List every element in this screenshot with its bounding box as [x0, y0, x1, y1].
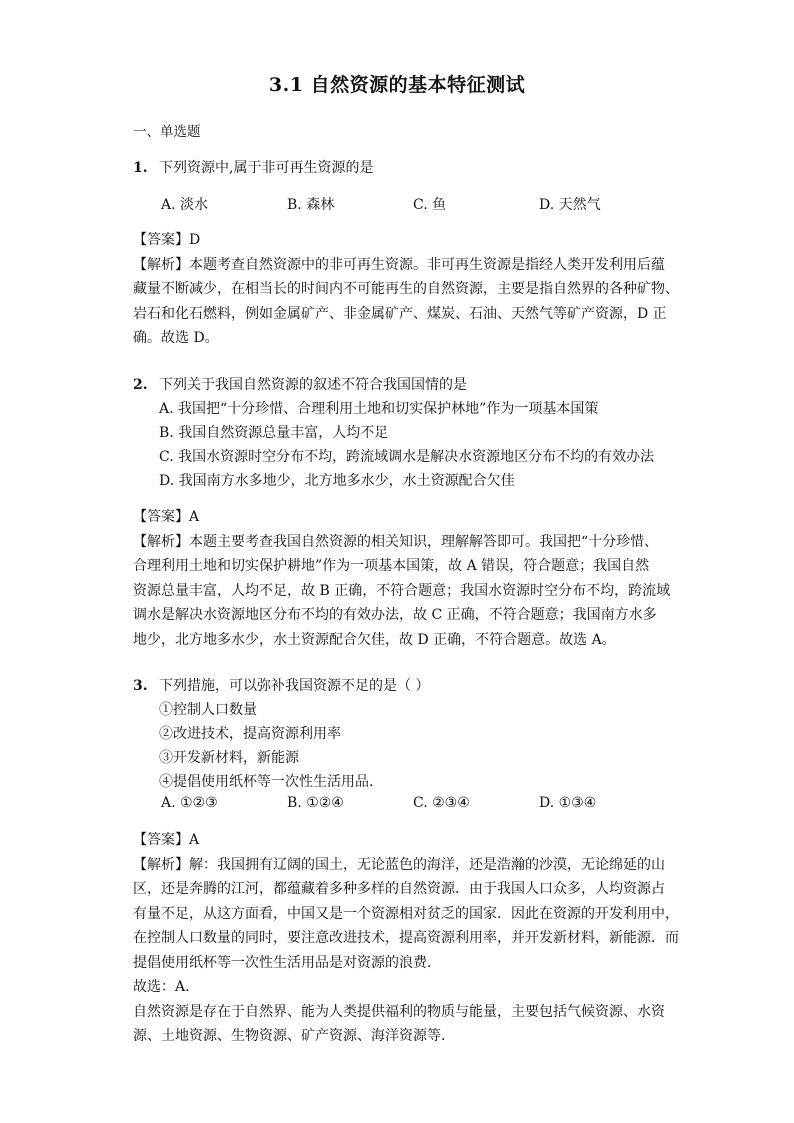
answer-label: 【答案】D	[133, 232, 201, 248]
analysis-line: 岩石和化石燃料，例如金属矿产、非金属矿产、煤炭、石油、天然气等矿产资源，D 正	[133, 305, 667, 322]
q3-option-c: C. ②③④	[413, 795, 470, 811]
q3-item-4: ④提倡使用纸杯等一次性生活用品.	[159, 774, 374, 790]
analysis-line: 【解析】本题考查自然资源中的非可再生资源。非可再生资源是指经人类开发利用后蕴	[133, 256, 665, 273]
page-title: 3.1 自然资源的基本特征测试	[268, 74, 526, 96]
question-stem: 下列关于我国自然资源的叙述不符合我国国情的是	[159, 377, 467, 393]
q3-option-d: D. ①③④	[539, 795, 597, 811]
q1-answer-block	[133, 228, 679, 351]
analysis-line: 藏量不断减少，在相当长的时间内不可能再生的自然资源，主要是指自然界的各种矿物、	[133, 281, 679, 297]
q2-answer-block	[133, 505, 670, 652]
analysis-line: 确。故选 D。	[133, 330, 219, 346]
q1-option-c: C. 鱼	[413, 197, 447, 213]
q2-option-a: A. 我国把“十分珍惜、合理利用土地和切实保护林地”作为一项基本国策	[159, 401, 599, 417]
question-number: 2.	[133, 377, 148, 393]
analysis-line: 【解析】本题主要考查我国自然资源的相关知识，理解解答即可。我国把“十分珍惜、	[133, 533, 659, 550]
question-number: 1.	[133, 160, 148, 176]
question-stem: 下列措施，可以弥补我国资源不足的是（ ）	[159, 678, 430, 694]
q3-option-a: A. ①②③	[161, 795, 218, 811]
question-2	[133, 374, 467, 394]
analysis-line: 源、土地资源、生物资源、矿产资源、海洋资源等．	[133, 1028, 455, 1044]
q1-option-b: B. 森林	[287, 197, 335, 213]
q3-item-3: ③开发新材料，新能源	[159, 750, 299, 766]
q3-answer-block	[133, 828, 679, 1049]
section-heading: 一、单选题	[133, 124, 201, 140]
analysis-line: 故选：A．	[133, 979, 200, 995]
q3-item-1: ①控制人口数量	[159, 702, 257, 718]
q2-option-b: B. 我国自然资源总量丰富，人均不足	[159, 425, 389, 441]
q2-option-c: C. 我国水资源时空分布不均，跨流域调水是解决水资源地区分布不均的有效办法	[159, 449, 655, 465]
q3-option-b: B. ①②④	[287, 795, 344, 811]
answer-label: 【答案】A	[133, 832, 200, 848]
question-number: 3.	[133, 678, 148, 694]
analysis-line: 自然资源是存在于自然界、能为人类提供福利的物质与能量，主要包括气候资源、水资	[133, 1003, 665, 1020]
analysis-line: 有量不足，从这方面看，中国又是一个资源相对贫乏的国家．因此在资源的开发利用中，	[133, 905, 679, 922]
analysis-line: 合理利用土地和切实保护耕地”作为一项基本国策，故 A 错误，符合题意；我国自然	[133, 558, 650, 574]
question-stem: 下列资源中,属于非可再生资源的是	[159, 160, 374, 176]
analysis-line: 【解析】解：我国拥有辽阔的国土，无论蓝色的海洋，还是浩瀚的沙漠，无论绵延的山	[133, 856, 665, 873]
q2-option-d: D. 我国南方水多地少，北方地多水少，水土资源配合欠佳	[159, 473, 515, 489]
analysis-line: 提倡使用纸杯等一次性生活用品是对资源的浪费．	[133, 954, 441, 971]
analysis-line: 区，还是奔腾的江河，都蕴藏着多种多样的自然资源．由于我国人口众多，人均资源占	[133, 881, 665, 897]
analysis-line: 资源总量丰富，人均不足，故 B 正确，不符合题意；我国水资源时空分布不均，跨流域	[133, 582, 671, 599]
analysis-line: 地少，北方地多水少，水土资源配合欠佳，故 D 正确，不符合题意。故选 A。	[133, 631, 616, 648]
question-1	[133, 157, 373, 177]
question-3	[133, 675, 429, 695]
analysis-line: 在控制人口数量的同时，要注意改进技术，提高资源利用率，并开发新材料，新能源．而	[133, 930, 679, 946]
q1-option-a: A. 淡水	[161, 197, 209, 213]
analysis-line: 调水是解决水资源地区分布不均的有效办法，故 C 正确，不符合题意；我国南方水多	[133, 607, 657, 623]
q1-option-d: D. 天然气	[539, 197, 601, 213]
answer-label: 【答案】A	[133, 509, 200, 525]
q3-item-2: ②改进技术，提高资源利用率	[159, 726, 341, 742]
